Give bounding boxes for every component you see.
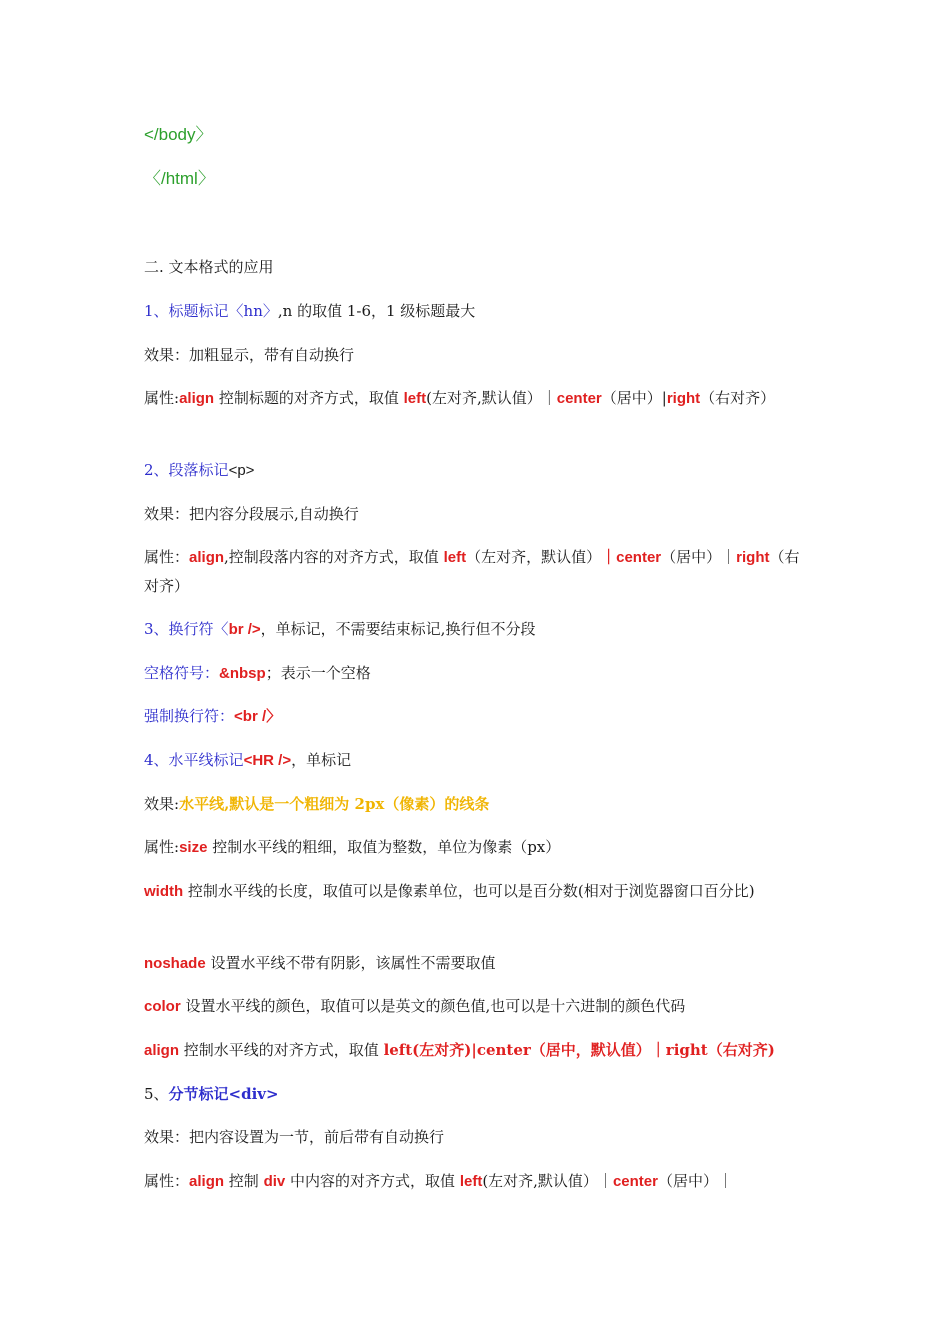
s4-num: 4、 <box>144 751 169 769</box>
s4-align-values: left(左对齐)|center（居中，默认值）｜right（右对齐) <box>383 1041 775 1059</box>
s5-attr-align: align <box>189 1173 225 1190</box>
s3-title: 换行符〈 <box>168 620 229 638</box>
s5-attr-text3: (左对齐,默认值）｜ <box>482 1172 613 1190</box>
s4-heading <box>144 746 814 775</box>
s2-title: 段落标记 <box>168 461 229 479</box>
s3-tag: br /> <box>228 621 261 638</box>
s4-width-key: width <box>144 883 184 900</box>
s4-color-text: 设置水平线的颜色，取值可以是英文的颜色值,也可以是十六进制的颜色代码 <box>180 997 686 1015</box>
s1-attr <box>144 384 814 413</box>
s2-attr-sep: ｜ <box>601 548 617 566</box>
s2-heading <box>144 456 814 485</box>
s4-effect-label: 效果: <box>144 795 180 813</box>
s2-num: 2、 <box>144 461 169 479</box>
s2-attr-left: left <box>443 549 467 566</box>
s1-heading <box>144 297 814 325</box>
s1-attr-center: center <box>556 390 602 407</box>
s1-attr-label: 属性: <box>144 389 180 407</box>
s4-size <box>144 833 814 862</box>
s1-attr-right: right <box>666 390 701 407</box>
s4-effect <box>144 790 814 818</box>
s5-attr-center: center <box>612 1173 658 1190</box>
s4-align-key: align <box>144 1042 180 1059</box>
code-body-close: </body〉 <box>144 125 213 144</box>
s1-attr-align: align <box>179 390 215 407</box>
s5-title: 分节标记<div> <box>168 1085 279 1103</box>
s4-align <box>144 1036 814 1065</box>
s4-rest: ，单标记 <box>291 751 352 769</box>
s3-nbsp-text: ；表示一个空格 <box>265 664 371 682</box>
s4-size-text: 控制水平线的粗细，取值为整数，单位为像素（px） <box>207 838 561 856</box>
section-title: 二. 文本格式的应用 <box>144 258 274 276</box>
s2-attr <box>144 543 814 600</box>
s5-effect: 效果：把内容设置为一节，前后带有自动换行 <box>144 1128 445 1146</box>
s2-attr-text3: （居中）｜ <box>661 548 737 566</box>
s4-width-text: 控制水平线的长度，取值可以是像素单位，也可以是百分数(相对于浏览器窗口百分比) <box>183 882 755 900</box>
s5-attr-div: div <box>263 1173 286 1190</box>
s5-attr-left: left <box>459 1173 483 1190</box>
s1-attr-left: left <box>403 390 427 407</box>
s5-attr-text2: 中内容的对齐方式，取值 <box>285 1172 460 1190</box>
s4-noshade-key: noshade <box>144 955 206 972</box>
s3-force-label: 强制换行符： <box>144 707 235 725</box>
s4-width <box>144 877 814 906</box>
s1-attr-text3: （居中）| <box>601 389 667 407</box>
s4-color-key: color <box>144 998 181 1015</box>
s5-attr <box>144 1167 814 1196</box>
s2-attr-text4: （右对齐） <box>144 548 800 595</box>
s3-num: 3、 <box>144 620 169 638</box>
s4-title: 水平线标记 <box>168 751 244 769</box>
s1-effect: 效果：加粗显示，带有自动换行 <box>144 346 355 364</box>
s1-rest: ,n 的取值 1-6，1 级标题最大 <box>277 302 476 320</box>
s2-attr-right: right <box>736 549 770 566</box>
s2-attr-text2: （左对齐，默认值） <box>466 548 602 566</box>
s4-color <box>144 992 814 1021</box>
s3-force <box>144 702 814 731</box>
s4-noshade-text: 设置水平线不带有阴影，该属性不需要取值 <box>205 954 496 972</box>
s1-attr-text1: 控制标题的对齐方式，取值 <box>214 389 404 407</box>
s2-tag: <p> <box>228 462 255 479</box>
s1-num: 1、 <box>144 302 169 320</box>
s3-heading <box>144 615 814 644</box>
code-html-close: 〈/html〉 <box>144 169 215 188</box>
s3-nbsp <box>144 659 814 688</box>
s4-effect-text: 水平线,默认是一个粗细为 2px（像素）的线条 <box>179 795 490 813</box>
s3-nbsp-code: &nbsp <box>219 665 266 682</box>
s2-attr-center: center <box>616 549 662 566</box>
s5-heading <box>144 1080 814 1108</box>
s2-attr-align: align <box>189 549 225 566</box>
s3-force-code: <br /〉 <box>234 708 282 725</box>
s2-attr-label: 属性： <box>144 548 190 566</box>
s4-noshade <box>144 949 814 978</box>
s1-title: 标题标记〈hn〉 <box>168 302 278 320</box>
s5-num: 5、 <box>144 1085 169 1103</box>
s4-align-text: 控制水平线的对齐方式，取值 <box>179 1041 384 1059</box>
s4-size-label: 属性: <box>144 838 180 856</box>
s5-attr-text1: 控制 <box>224 1172 264 1190</box>
s5-attr-text4: （居中）｜ <box>657 1172 733 1190</box>
s2-attr-text1: ,控制段落内容的对齐方式，取值 <box>224 548 444 566</box>
s4-tag: <HR /> <box>243 752 292 769</box>
s2-effect: 效果：把内容分段展示,自动换行 <box>144 505 359 523</box>
s5-attr-label: 属性： <box>144 1172 190 1190</box>
s3-nbsp-label: 空格符号： <box>144 664 220 682</box>
s4-size-key: size <box>179 839 208 856</box>
s1-attr-text2: (左对齐,默认值）｜ <box>426 389 557 407</box>
s3-rest: ，单标记，不需要结束标记,换行但不分段 <box>260 620 536 638</box>
s1-attr-text4: （右对齐） <box>700 389 776 407</box>
